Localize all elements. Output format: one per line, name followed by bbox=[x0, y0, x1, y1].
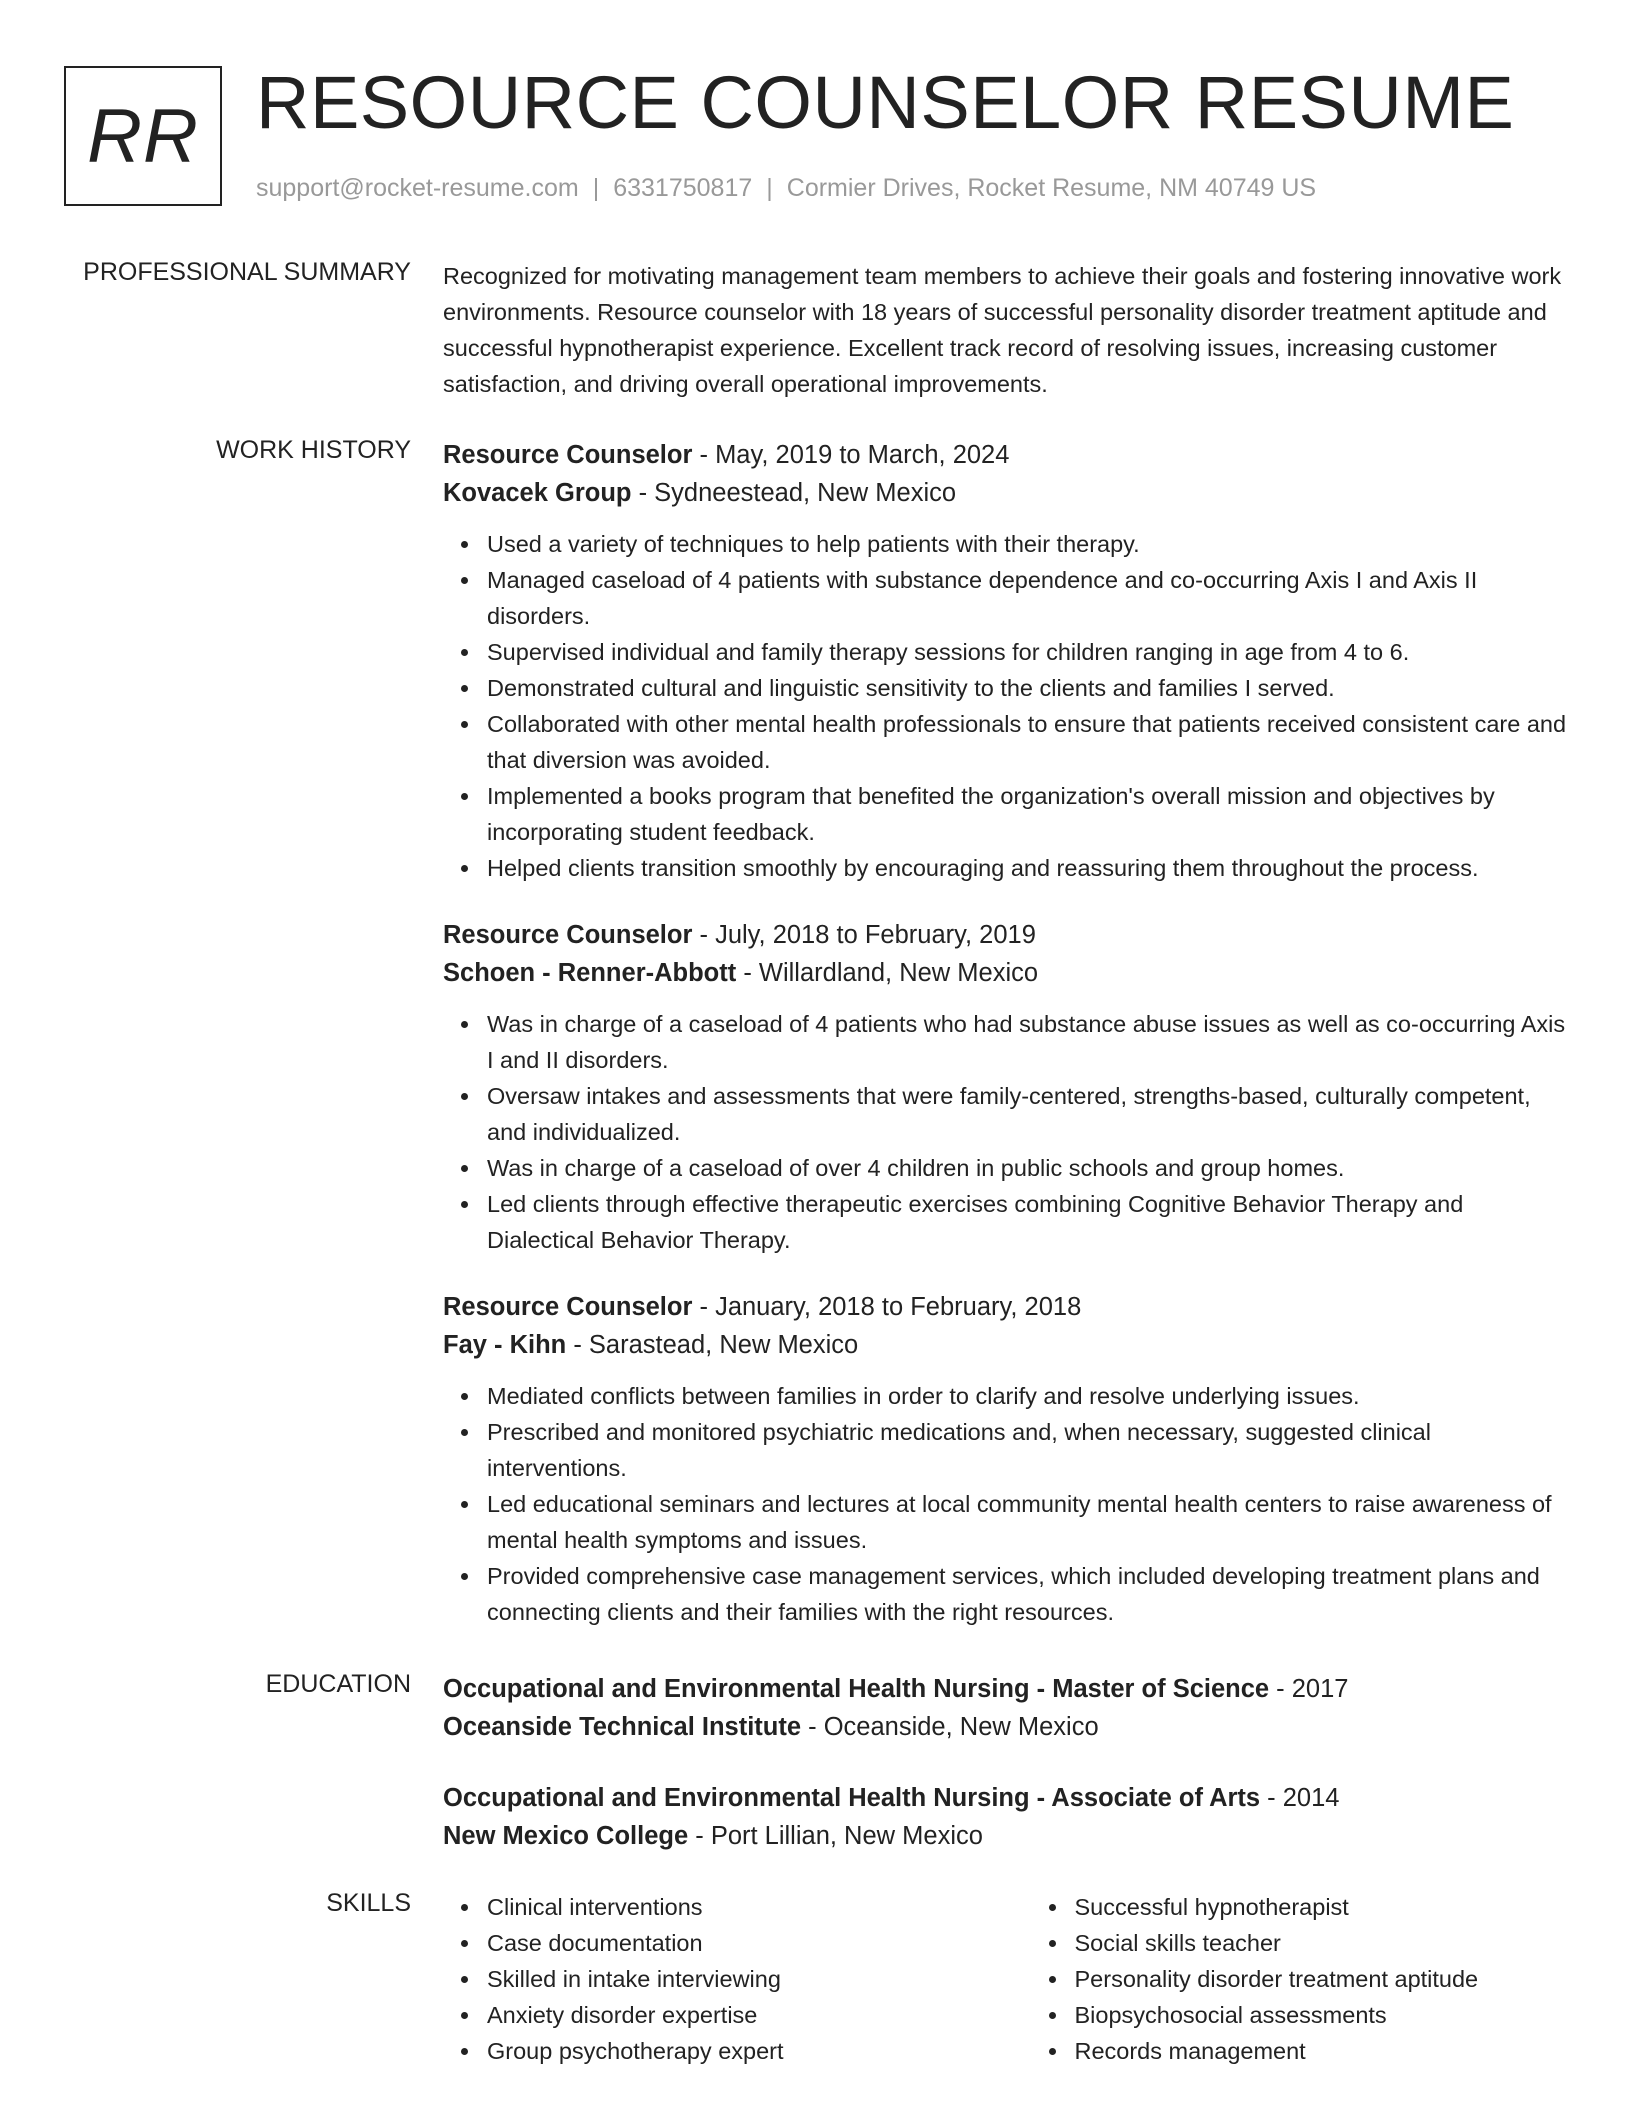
job-company-line bbox=[443, 474, 1573, 512]
contact-line bbox=[256, 174, 1316, 203]
job-bullet: Collaborated with other mental health professionals to ensure that patients received consistent care and that diversion was avoided. bbox=[487, 706, 1573, 778]
skills-list-right bbox=[1031, 1889, 1574, 2069]
job-company: Fay - Kihn bbox=[443, 1331, 567, 1359]
education-degree: Occupational and Environmental Health Nursing - Master of Science bbox=[443, 1675, 1270, 1703]
skill-item: Records management bbox=[1075, 2033, 1574, 2069]
summary-text: Recognized for motivating management team members to achieve their goals and fostering innovative work environments. Resource counselor with 18 years of successful personality disorder treatment aptitude and successful hypnotherapist experience. Excellent track record of resolving issues, increasing customer satisfaction, and driving overall operational improvements. bbox=[443, 263, 1562, 397]
job-title: Resource Counselor bbox=[443, 1293, 693, 1321]
job-company-line bbox=[443, 1326, 1573, 1364]
job-bullet: Demonstrated cultural and linguistic sensitivity to the clients and families I served. bbox=[487, 670, 1573, 706]
contact-email: support@rocket-resume.com bbox=[256, 174, 579, 202]
education-school: New Mexico College bbox=[443, 1822, 689, 1850]
summary-heading: PROFESSIONAL SUMMARY bbox=[83, 258, 411, 286]
job-bullets bbox=[443, 526, 1573, 886]
skill-item: Successful hypnotherapist bbox=[1075, 1889, 1574, 1925]
education-entry bbox=[443, 1670, 1573, 1746]
job-location: - Willardland, New Mexico bbox=[736, 959, 1039, 987]
skill-item: Personality disorder treatment aptitude bbox=[1075, 1961, 1574, 1997]
job-title-line bbox=[443, 916, 1573, 954]
job-bullet: Implemented a books program that benefited the organization's overall mission and objectives by incorporating student feedback. bbox=[487, 778, 1573, 850]
job-bullet: Managed caseload of 4 patients with substance dependence and co-occurring Axis I and Axis II disorders. bbox=[487, 562, 1573, 634]
job-company: Kovacek Group bbox=[443, 479, 632, 507]
contact-phone: 6331750817 bbox=[613, 174, 753, 202]
job-bullet: Mediated conflicts between families in order to clarify and resolve underlying issues. bbox=[487, 1378, 1573, 1414]
education-school-line bbox=[443, 1817, 1573, 1855]
job-entry bbox=[443, 916, 1573, 1258]
job-location: - Sarastead, New Mexico bbox=[566, 1331, 859, 1359]
job-bullet: Led educational seminars and lectures at local community mental health centers to raise awareness of mental health symptoms and issues. bbox=[487, 1486, 1573, 1558]
job-bullet: Supervised individual and family therapy sessions for children ranging in age from 4 to 6. bbox=[487, 634, 1573, 670]
monogram-logo: RR bbox=[64, 66, 222, 206]
job-entry bbox=[443, 436, 1573, 886]
job-bullet: Helped clients transition smoothly by encouraging and reassuring them throughout the process. bbox=[487, 850, 1573, 886]
contact-address: Cormier Drives, Rocket Resume, NM 40749 US bbox=[786, 174, 1317, 202]
skill-item: Case documentation bbox=[487, 1925, 986, 1961]
summary-body bbox=[443, 258, 1573, 402]
job-bullet: Oversaw intakes and assessments that were family-centered, strengths-based, culturally competent, and individualized. bbox=[487, 1078, 1573, 1150]
education-degree-line bbox=[443, 1670, 1573, 1708]
skill-item: Skilled in intake interviewing bbox=[487, 1961, 986, 1997]
skills-columns bbox=[443, 1889, 1573, 2069]
job-title: Resource Counselor bbox=[443, 921, 693, 949]
education-year: - 2017 bbox=[1269, 1675, 1349, 1703]
education-school-line bbox=[443, 1708, 1573, 1746]
job-dates: - January, 2018 to February, 2018 bbox=[692, 1293, 1082, 1321]
education-school: Oceanside Technical Institute bbox=[443, 1713, 802, 1741]
job-dates: - July, 2018 to February, 2019 bbox=[692, 921, 1036, 949]
contact-separator: | bbox=[592, 174, 600, 202]
skill-item: Anxiety disorder expertise bbox=[487, 1997, 986, 2033]
skills-heading: SKILLS bbox=[326, 1889, 411, 1917]
job-company-line bbox=[443, 954, 1573, 992]
education-heading: EDUCATION bbox=[265, 1670, 411, 1698]
job-title-line bbox=[443, 436, 1573, 474]
work-history-body bbox=[443, 436, 1573, 1660]
job-dates: - May, 2019 to March, 2024 bbox=[692, 441, 1010, 469]
job-bullet: Was in charge of a caseload of over 4 children in public schools and group homes. bbox=[487, 1150, 1573, 1186]
job-bullets bbox=[443, 1006, 1573, 1258]
skill-item: Biopsychosocial assessments bbox=[1075, 1997, 1574, 2033]
education-location: - Oceanside, New Mexico bbox=[801, 1713, 1099, 1741]
job-title-line bbox=[443, 1288, 1573, 1326]
job-bullet: Led clients through effective therapeutic exercises combining Cognitive Behavior Therapy and Dialectical Behavior Therapy. bbox=[487, 1186, 1573, 1258]
job-bullet: Provided comprehensive case management services, which included developing treatment plans and connecting clients and their families with the right resources. bbox=[487, 1558, 1573, 1630]
skills-list-left bbox=[443, 1889, 986, 2069]
job-bullet: Was in charge of a caseload of 4 patients who had substance abuse issues as well as co-occurring Axis I and II disorders. bbox=[487, 1006, 1573, 1078]
education-location: - Port Lillian, New Mexico bbox=[688, 1822, 983, 1850]
job-entry bbox=[443, 1288, 1573, 1630]
contact-separator: | bbox=[766, 174, 773, 202]
skill-item: Clinical interventions bbox=[487, 1889, 986, 1925]
resume-header bbox=[64, 61, 1564, 216]
skill-item: Group psychotherapy expert bbox=[487, 2033, 986, 2069]
job-location: - Sydneestead, New Mexico bbox=[631, 479, 957, 507]
skill-item: Social skills teacher bbox=[1075, 1925, 1574, 1961]
page-title: RESOURCE COUNSELOR RESUME bbox=[256, 61, 1515, 144]
education-year: - 2014 bbox=[1260, 1784, 1340, 1812]
skills-body bbox=[443, 1889, 1573, 2069]
job-bullets bbox=[443, 1378, 1573, 1630]
education-body bbox=[443, 1670, 1573, 1888]
education-entry bbox=[443, 1779, 1573, 1855]
job-company: Schoen - Renner-Abbott bbox=[443, 959, 737, 987]
job-bullet: Used a variety of techniques to help patients with their therapy. bbox=[487, 526, 1573, 562]
education-degree-line bbox=[443, 1779, 1573, 1817]
work-history-heading: WORK HISTORY bbox=[216, 436, 411, 464]
education-degree: Occupational and Environmental Health Nursing - Associate of Arts bbox=[443, 1784, 1261, 1812]
job-title: Resource Counselor bbox=[443, 441, 693, 469]
job-bullet: Prescribed and monitored psychiatric medications and, when necessary, suggested clinical interventions. bbox=[487, 1414, 1573, 1486]
